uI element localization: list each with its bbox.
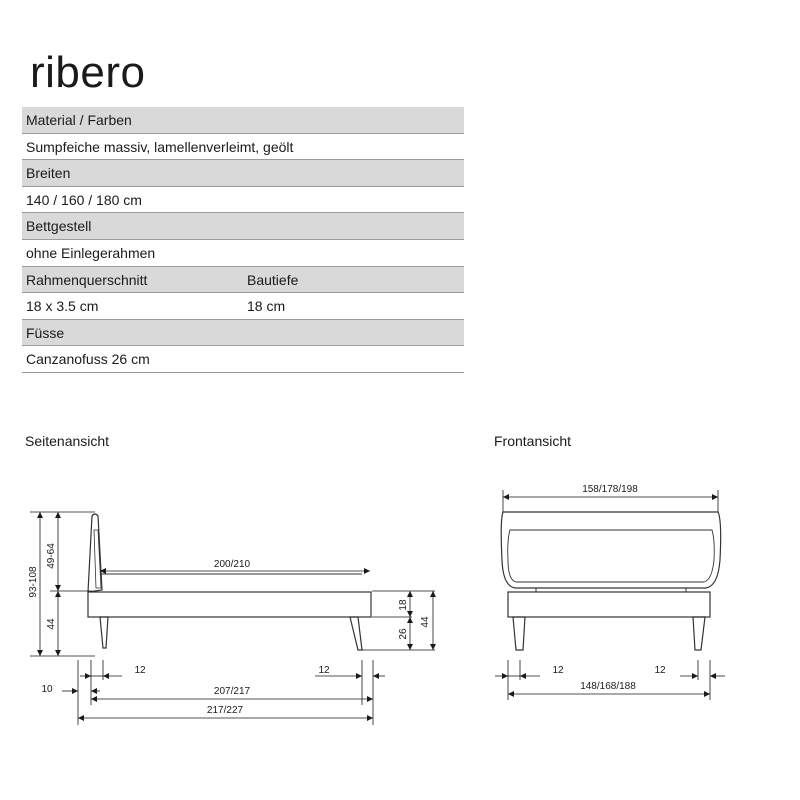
dim-overall: 217/227: [206, 705, 244, 716]
dim-total-height: 93-108: [28, 566, 39, 598]
product-title: ribero: [30, 48, 146, 97]
bautiefe-value: 18 cm: [247, 298, 286, 315]
material-value: Sumpfeiche massiv, lamellenverleimt, geölt: [26, 138, 294, 155]
front-view-label: Frontansicht: [494, 433, 572, 449]
dim-top-width: 158/178/198: [582, 484, 638, 495]
front-view-dimensions: [495, 490, 725, 700]
front-leg-left: [513, 617, 525, 650]
front-dim-left-offset: 12: [552, 665, 564, 676]
bettgestell-value: ohne Einlegerahmen: [26, 244, 156, 261]
dim-leg: 26: [398, 628, 409, 640]
side-view-drawing: [88, 514, 371, 650]
fuesse-value: Canzanofuss 26 cm: [26, 351, 150, 368]
material-label: Material / Farben: [26, 112, 132, 128]
breiten-label: Breiten: [26, 165, 71, 182]
front-frame: [508, 592, 710, 617]
bettgestell-label: Bettgestell: [26, 218, 92, 235]
front-dim-right-offset: 12: [654, 665, 666, 676]
dim-frame: 18: [398, 599, 409, 611]
fuesse-label: Füsse: [26, 324, 65, 341]
bautiefe-label: Bautiefe: [247, 271, 299, 288]
side-leg-right: [350, 617, 362, 650]
dim-length: 200/210: [213, 559, 251, 570]
side-leg-left: [100, 617, 108, 648]
dim-height: 44: [420, 616, 431, 628]
rahmen-value: 18 x 3.5 cm: [26, 298, 99, 315]
side-frame: [88, 592, 371, 617]
side-view-label: Seitenansicht: [25, 433, 110, 449]
front-leg-right: [693, 617, 705, 650]
front-headboard-inner: [508, 530, 715, 582]
rahmen-label: Rahmenquerschnitt: [26, 271, 148, 288]
dim-left-offset: 12: [134, 665, 146, 676]
dim-headboard: 49-64: [46, 543, 57, 569]
dim-right-offset: 12: [318, 665, 330, 676]
dim-head-thickness: 10: [41, 684, 53, 695]
breiten-value: 140 / 160 / 180 cm: [26, 191, 142, 208]
dim-bottom-width: 148/168/188: [580, 681, 636, 692]
dim-outer: 207/217: [213, 686, 251, 697]
front-headboard: [501, 512, 720, 588]
front-view-drawing: [501, 512, 720, 650]
dim-lower: 44: [46, 618, 57, 630]
